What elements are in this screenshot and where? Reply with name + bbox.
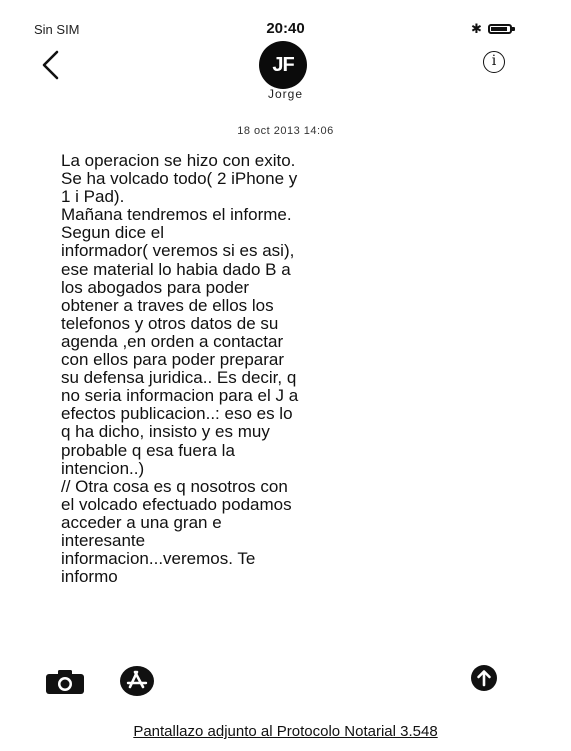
message-line: Mañana tendremos el informe. (61, 205, 292, 225)
contact-name[interactable]: Jorge (267, 87, 304, 101)
message-line: acceder a una gran e (61, 512, 222, 532)
carrier-label: Sin SIM (34, 22, 80, 37)
message-line: // Otra cosa es q nosotros con (61, 476, 288, 496)
battery-icon (488, 24, 512, 34)
info-icon: i (491, 53, 497, 69)
message-line: no seria informacion para el J a (61, 386, 299, 406)
message-line: telefonos y otros datos de su (61, 313, 279, 333)
camera-button[interactable] (45, 669, 85, 695)
message-line: ese material lo habia dado B a (61, 259, 291, 279)
message-line: q ha dicho, insisto y es muy (61, 422, 270, 442)
message-line: los abogados para poder (61, 277, 250, 297)
bluetooth-icon: ✱ (471, 21, 482, 36)
send-button[interactable] (470, 664, 498, 692)
message-line: Se ha volcado todo( 2 iPhone y (61, 169, 298, 189)
document-caption: Pantallazo adjunto al Protocolo Notarial 3.548 (133, 723, 438, 740)
contact-avatar[interactable]: JF (259, 41, 307, 89)
status-bar (0, 18, 571, 40)
message-line: Segun dice el (61, 223, 165, 243)
message-line: La operacion se hizo con exito. (61, 151, 296, 170)
message-line: con ellos para poder preparar (61, 350, 285, 370)
chevron-left-icon (37, 48, 65, 82)
back-button[interactable] (37, 48, 65, 82)
message-line: interesante (61, 530, 146, 550)
message-line: 1 i Pad). (61, 187, 125, 207)
message-line: su defensa juridica.. Es decir, q (61, 368, 297, 388)
status-time: 20:40 (266, 20, 305, 37)
info-button[interactable] (483, 51, 505, 73)
app-store-button[interactable] (119, 665, 155, 697)
message-line: el volcado efectuado podamos (61, 494, 292, 514)
message-line: informo (61, 567, 118, 587)
message-line: agenda ,en orden a contactar (61, 331, 284, 351)
message-line: informacion...veremos. Te (61, 549, 256, 569)
message-bubble[interactable] (61, 152, 401, 586)
message-timestamp: 18 oct 2013 14:06 (237, 125, 334, 137)
app-store-icon (119, 665, 155, 697)
message-line: efectos publicacion..: eso es lo (61, 404, 293, 424)
send-arrow-icon (470, 664, 498, 692)
message-line: intencion..) (61, 458, 145, 478)
message-line: informador( veremos si es asi), (61, 241, 295, 261)
camera-icon (45, 669, 85, 695)
message-line: probable q esa fuera la (61, 440, 235, 460)
message-line: obtener a traves de ellos los (61, 295, 274, 315)
